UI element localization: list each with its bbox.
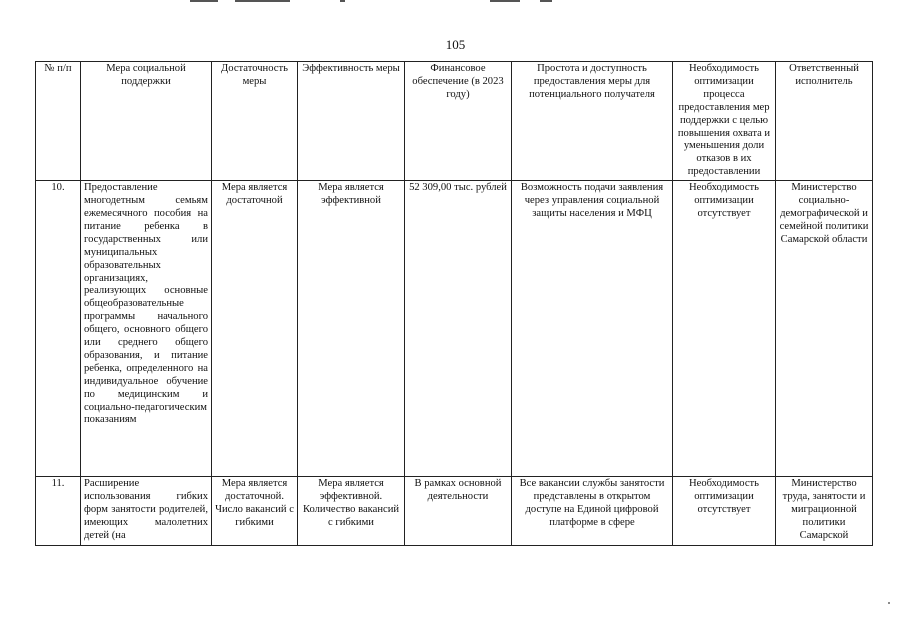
financing-cell: В рамках основной деятельности bbox=[414, 478, 502, 503]
optimization-cell: Необходимость оптимизации отсутствует bbox=[688, 478, 759, 515]
header-efficiency: Эффективность меры bbox=[298, 62, 405, 181]
executor-cell: Министерство труда, занятости и миграционной политики Самарской bbox=[782, 478, 866, 541]
header-num: № п/п bbox=[36, 62, 81, 181]
sufficiency-cell: Мера является достаточной. Число вакансий с гибкими bbox=[215, 478, 294, 528]
measure-cell: Предоставление многодетным семьям ежемесячного пособия на питание ребенка в государственных или муниципальных образовательных организациях, реализующих основные общеобразовательные программы начального общего, основного общего или среднего общего образования, и питание ребенка, определенного на индивидуальное обучение по медицинским и социально-педагогическим показаниям bbox=[81, 181, 212, 477]
header-accessibility: Простота и доступность предоставления меры для потенциального получателя bbox=[512, 62, 673, 181]
executor-cell: Министерство социально-демографической и семейной политики Самарской области bbox=[776, 181, 873, 477]
support-measures-table bbox=[35, 61, 873, 546]
table-row bbox=[36, 477, 873, 546]
table-header-row bbox=[36, 62, 873, 181]
scan-artifacts bbox=[190, 0, 610, 3]
header-measure: Мера социальной поддержки bbox=[81, 62, 212, 181]
optimization-cell: Необходимость оптимизации отсутствует bbox=[673, 181, 776, 477]
sufficiency-cell: Мера является достаточной bbox=[212, 181, 298, 477]
header-financing: Финансовое обеспечение (в 2023 году) bbox=[405, 62, 512, 181]
page-number: 105 bbox=[445, 37, 466, 52]
accessibility-cell: Возможность подачи заявления через управления социальной защиты населения и МФЦ bbox=[512, 181, 673, 477]
table-row bbox=[36, 181, 873, 477]
header-optimization: Необходимость оптимизации процесса предоставления мер поддержки с целью повышения охвата и уменьшения доли отказов в их предоставлении bbox=[673, 62, 776, 181]
scan-speck bbox=[888, 602, 890, 604]
row-number: 11. bbox=[51, 478, 65, 490]
efficiency-cell: Мера является эффективной. Количество вакансий с гибкими bbox=[302, 478, 400, 528]
header-sufficiency: Достаточность меры bbox=[212, 62, 298, 181]
accessibility-cell: Все вакансии службы занятости представлены в открытом доступе на Единой цифровой платформе в сфере bbox=[519, 478, 665, 528]
header-executor: Ответственный исполнитель bbox=[776, 62, 873, 181]
measure-cell: Расширение использования гибких форм занятости родителей, имеющих малолетних детей (на bbox=[84, 478, 208, 541]
efficiency-cell: Мера является эффективной bbox=[298, 181, 405, 477]
row-number: 10. bbox=[36, 181, 81, 477]
financing-cell: 52 309,00 тыс. рублей bbox=[405, 181, 512, 477]
